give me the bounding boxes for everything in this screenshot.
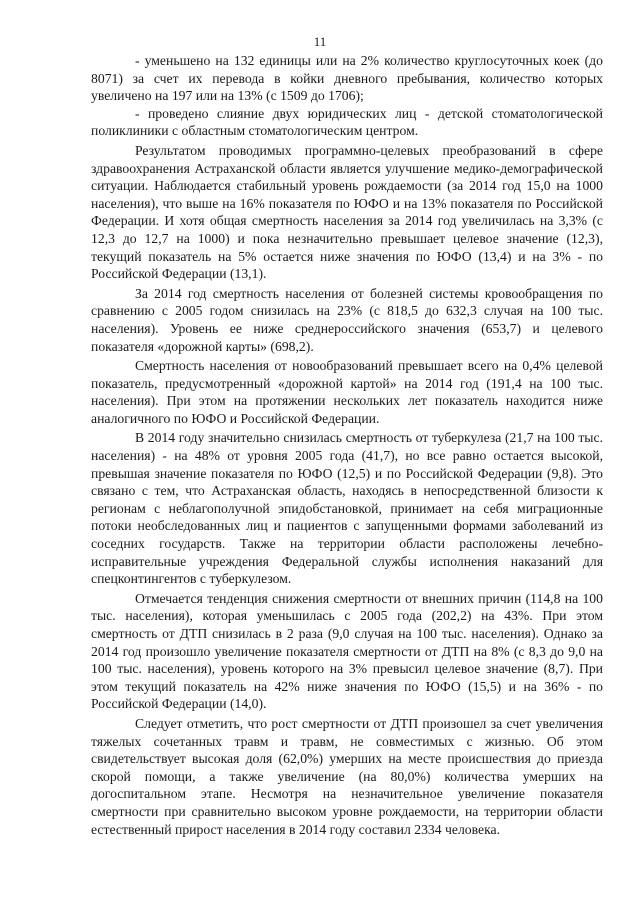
paragraph-demographics: Результатом проводимых программно-целевых преобразований в сфере здравоохранения Астраханской области является улучшение медико-демографической ситуации. Наблюдается стабильный уровень рождаемости (за 2014 год 15,0 на 1000 населения), что выше на 16% показателя по ЮФО и на 13% показателя по Российской Федерации. И хотя общая смертность населения за 2014 год увеличилась на 3,3% (с 12,3 до 12,7 на 1000) и пока незначительно превышает целевое значение (12,3), текущий показатель на 5% остается ниже значения по ЮФО (13,4) и на 3% - по Российской Федерации (13,1). xyxy=(91,142,603,282)
paragraph-bed-reduction: - уменьшено на 132 единицы или на 2% количество круглосуточных коек (до 8071) за счет их перевода в койки дневного пребывания, количество которых увеличено на 197 или на 13% (с 1509 до 1706); xyxy=(91,53,603,104)
paragraph-external-causes: Отмечается тенденция снижения смертности от внешних причин (114,8 на 100 тыс. населения), которая уменьшилась с 2005 года (202,2) на 43%. При этом смертность от ДТП снизилась в 2 раза (9,0 случая на 100 тыс. населения). Однако за 2014 год произошло увеличение показателя смертности от ДТП на 8% (с 8,3 до 9,0 на 100 тыс. населения), уровень которого на 3% превысил целевое значение (8,7). При этом текущий показатель на 42% ниже значения по ЮФО (15,5) и на 36% - по Российской Федерации (14,0). xyxy=(91,590,603,712)
paragraph-circulatory-mortality: За 2014 год смертность населения от болезней системы кровообращения по сравнению с 2005 годом снизилась на 23% (с 818,5 до 632,3 случая на 100 тыс. населения). Уровень ее ниже среднероссийского значения (653,7) и целевого показателя «дорожной карты» (698,2). xyxy=(91,285,603,354)
page-body xyxy=(91,52,603,838)
paragraph-tuberculosis-mortality: В 2014 году значительно снизилась смертность от туберкулеза (21,7 на 100 тыс. населения) - на 48% от уровня 2005 года (41,7), но все равно остается высокой, превышая значение показателя по ЮФО (12,5) и по Российской Федерации (9,8). Это связано с тем, что Астраханская область, находясь в непосредственной близости к регионам с неблагополучной эпидобстановкой, принимает на себя миграционные потоки необследованных лиц и пациентов с запущенными формами заболеваний из соседних государств. Также на территории области расположены лечебно-исправительные учреждения Федеральной службы исполнения наказаний для спецконтингентов с туберкулезом. xyxy=(91,430,603,587)
paragraph-road-accidents: Следует отметить, что рост смертности от ДТП произошел за счет увеличения тяжелых сочетанных травм и травм, не совместимых с жизнью. Об этом свидетельствует высокая доля (62,0%) умерших на месте происшествия до приезда скорой помощи, а также увеличение (на 80,0%) количества умерших на догоспитальном этапе. Несмотря на незначительное увеличение показателя смертности при сравнительно высоком уровне рождаемости, на территории области естественный прирост населения в 2014 году составил 2334 человека. xyxy=(91,715,603,837)
paragraph-neoplasm-mortality: Смертность населения от новообразований превышает всего на 0,4% целевой показатель, предусмотренный «дорожной картой» на 2014 год (191,4 на 100 тыс. населения). При этом на протяжении нескольких лет показатель находится ниже аналогичного по ЮФО и Российской Федерации. xyxy=(91,358,603,426)
paragraph-dental-merger: - проведено слияние двух юридических лиц - детской стоматологической поликлиники с областным стоматологическим центром. xyxy=(91,105,603,139)
page-number: 11 xyxy=(313,34,327,49)
